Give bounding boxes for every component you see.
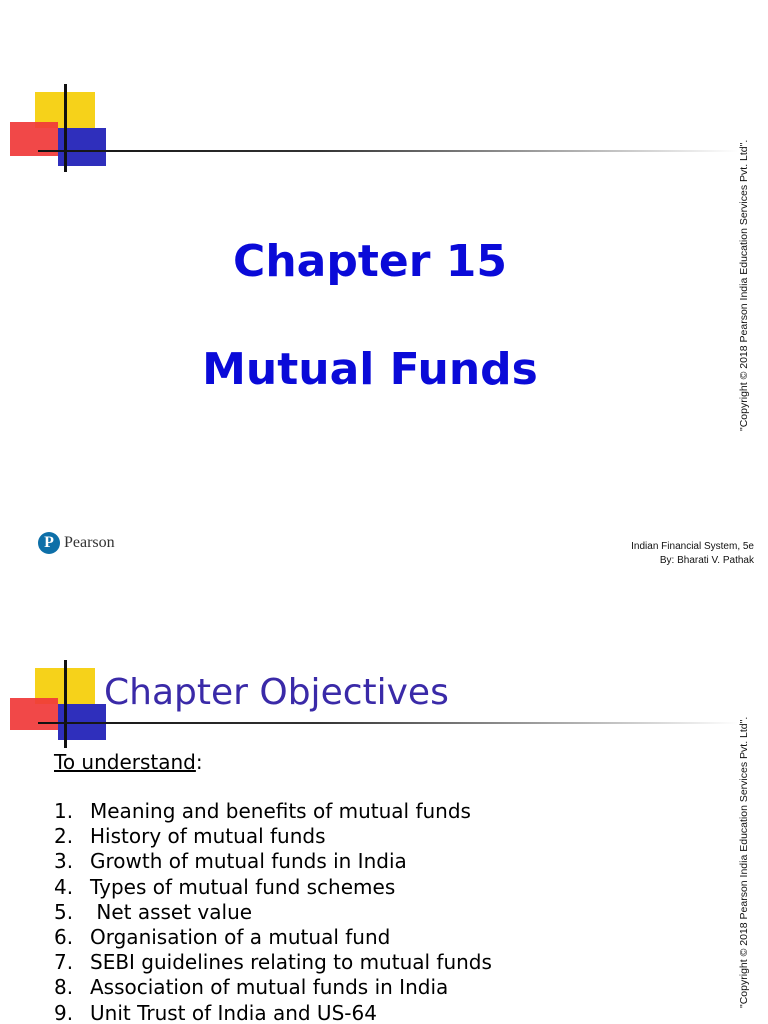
title-rule [38, 150, 738, 152]
objective-number: 6. [54, 924, 74, 949]
title-rule [38, 722, 738, 724]
pearson-p-icon: P [38, 532, 60, 554]
book-title: Indian Financial System, 5e [631, 541, 754, 552]
book-info [631, 540, 754, 568]
objective-number: 7. [54, 950, 74, 975]
objective-number: 2. [54, 824, 74, 849]
objectives-slide [0, 580, 768, 1024]
objective-number: 4. [54, 874, 74, 899]
intro-underlined: To understand [54, 750, 196, 774]
objective-number: 5. [54, 899, 74, 924]
copyright-notice-2: "Copyright © 2018 Pearson India Education Services Pvt. Ltd". [738, 716, 750, 1008]
objective-text: Types of mutual fund schemes [90, 874, 396, 899]
objective-item [54, 975, 492, 1000]
objective-text: SEBI guidelines relating to mutual funds [90, 950, 492, 975]
objective-text: Association of mutual funds in India [90, 975, 449, 1000]
objective-text: History of mutual funds [90, 824, 326, 849]
objective-text: Net asset value [90, 899, 253, 924]
objective-item [54, 1001, 492, 1024]
objective-item [54, 925, 492, 950]
objective-number: 1. [54, 799, 74, 823]
pearson-wordmark: Pearson [64, 534, 115, 551]
objective-text: Growth of mutual funds in India [90, 849, 407, 874]
objective-text: Unit Trust of India and US-64 [90, 1000, 377, 1024]
objective-number: 3. [54, 849, 74, 874]
pearson-logo [38, 531, 115, 555]
objective-text: Organisation of a mutual fund [90, 924, 391, 949]
objective-item [54, 900, 492, 925]
objective-item [54, 950, 492, 975]
slide-title: Chapter Objectives [104, 672, 449, 713]
intro-text [54, 750, 203, 774]
book-author: By: Bharati V. Pathak [659, 555, 754, 566]
objective-item [54, 849, 492, 874]
objective-item [54, 824, 492, 849]
chapter-title: Chapter 15 [233, 236, 507, 287]
objectives-list [54, 799, 492, 1024]
objective-number: 9. [54, 1000, 74, 1024]
objective-number: 8. [54, 975, 74, 1000]
corner-decoration [0, 0, 120, 120]
objective-text: Meaning and benefits of mutual funds [90, 799, 471, 823]
copyright-notice: "Copyright © 2018 Pearson India Education Services Pvt. Ltd". [738, 139, 750, 431]
topic-title: Mutual Funds [202, 344, 538, 395]
objective-item [54, 875, 492, 900]
corner-decoration [0, 580, 120, 700]
objective-item [54, 799, 492, 824]
intro-colon: : [195, 750, 203, 774]
